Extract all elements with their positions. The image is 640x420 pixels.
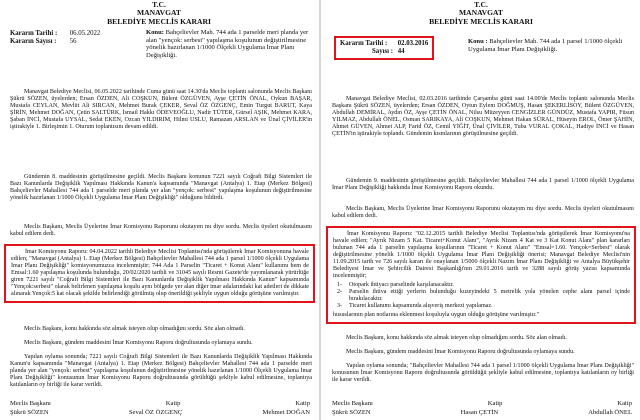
- paragraph-vote-call: Meclis Başkanı, gündem maddesini İmar Komisyonu Raporu doğrultusunda oylamaya sundu.: [24, 340, 253, 346]
- report-conditions-list: [337, 282, 630, 310]
- signature-role-chair: Meclis Başkanı: [10, 400, 51, 407]
- signature-role-clerk: Katip: [617, 400, 632, 407]
- paragraph-result: Yapılan oylama sonunda; 7221 sayılı Coğrafi Bilgi Sistemleri ile Bazı Kanunlarda Değişiklik Yapılması Hakkında Kanun'u kapsamında "Manavgat (Antalya) 1. Etap (Merkez Bölgesi) Bahçelievler Mahallesi 744 ada 1 parselde meri planda yer alan "yençok: serbest" yapılaşma koşulunun değiştirilmesine yönelik hazırlanan 1/1000 Ölçekli Uygulama İmar Planı Değişikliği" konusunun İmar Komisyonu Raporu doğrultusunda görüldüğü şekliyle kabul edilmesine, toplantıya katılanların oy birliği ile karar verildi.: [10, 354, 312, 389]
- signature-role-chair: Meclis Başkanı: [332, 400, 373, 407]
- decision-no-label: Kararın Sayısı :: [10, 38, 57, 45]
- subject-label: Konu :: [468, 38, 488, 45]
- document-header: [322, 0, 640, 26]
- paragraph-vote-call: Meclis Başkanı, gündem maddesini İmar Komisyonu Raporu doğrultusunda oylamaya sundu.: [346, 349, 575, 355]
- list-item: 2- Parselin ihtiva ettiği yerlerin bulunduğu kuzeyindeki 5 metrelik yola yönelen cephe alanı parsel içinde bırakılacaktır.: [337, 289, 630, 303]
- paragraph-agenda: Gündemin 8. maddesinin görüşülmesine geçildi. Meclis Başkanı konunun 7221 sayılı Coğrafi Bilgi Sistemleri ile Bazı Kanunlarda Değişiklik Yapılması Hakkında Kanun'a kapsamında "Manavgat (Antalya) 1. Etap (Merkez Bölgesi) Bahçelievler Mahallesi 744 ada 1 parselde meri planda yer alan "yençok: serbest" yapılaşma koşulunun değiştirilmesine yönelik hazırlanan 1/1000 Ölçekli Uygulama İmar Planı Değişikliği" olduğunu bildirdi.: [10, 174, 312, 202]
- signature-name-clerk: Hasan ÇETİN: [460, 409, 499, 416]
- list-item: 1- Otopark ihtiyacı parselinde karşılanacaktır.: [337, 282, 454, 289]
- header-line-tc: T.C.: [474, 0, 488, 9]
- left-decision-document: [0, 0, 318, 420]
- signature-block: [332, 399, 632, 417]
- decision-no: 44: [397, 48, 405, 55]
- signature-name-chair: Şükrü SÖZEN: [10, 409, 49, 416]
- paragraph-result: Yapılan oylama sonunda; "Bahçelievler Mahallesi 744 ada 1 parsel 1/1000 ölçekli Uygulama İmar Planı Değişikliği" konusunun İmar Komisyonu Raporu doğrultusunda görüldüğü şekliyle kabul edilmesine, toplantıya katılanların oy birliği ile karar verildi.: [332, 363, 634, 384]
- header-line-municipality: MANAVGAT: [136, 8, 181, 18]
- subject-label: Konu:: [146, 29, 164, 36]
- decision-date: 06.05.2022: [69, 30, 101, 37]
- subject-text: Bahçelievler Mah. 744 ada 1 parselde meri planda yer alan "yençok: serbest" yapılaşma koşulunun değiştirilmesine yönelik hazırlanan 1/1000 Ölçekli Uygulama İmar Planı Değişikliği.: [146, 29, 309, 59]
- signature-role-clerk: Katip: [487, 400, 503, 407]
- signature-role-clerk: Katip: [295, 400, 310, 407]
- header-line-tc: T.C.: [152, 0, 166, 9]
- highlighted-commission-report: İmar Komisyonu Raporu: "02.12.2015 tarihli Belediye Meclisi Toplantısı'nda görüşülerek İmar Komisyonu'na havale edilen; "Ayrık Nizam 5 Kat. Ticaret+Konut Alanı", "Ayrık Nizam 4 Kat ve 3 Kat Konut Alanı" plan kararları bulunan 744 ada 1 parselin yapılaşma koşullarının "Ticaret + Konut Alanı" "Emsal=1.60. Yençok=Serbest" olarak değiştirilmesine yönelik 1/1000 ölçekli Uygulama İmar Planı Değişikliği önerisi; Manavgat Belediye Meclisi'nin 11.09.2015 tarih ve 726 sayılı kararı ile onaylanan 1/5000 ölçekli Nazım İmar Planı Değişikliği ve Antalya Büyükşehir Belediyesi İmar ve Şehircilik Dairesi Başkanlığı'nın 29.01.2016 tarih ve 3288 sayılı görüş yazısı kapsamında incelenmiştir; 1- Otopark ihtiyacı parselinde karşılanacaktır. 2- Parselin ihtiva ettiği yerlerin bulunduğu kuzeyindeki 5 metrelik yola yönelen cephe alanı parsel içinde bırakılacaktır. 3- Ticaret kullanımı kapsamında alışveriş merkezi yapılamaz. hususlarının plan notlarına eklenmesi koşuluyla uygun olduğu görüşüne varılmıştır.": [326, 226, 636, 324]
- header-line-title: BELEDİYE MECLİS KARARI: [107, 16, 211, 26]
- header-line-municipality: MANAVGAT: [458, 8, 503, 18]
- paragraph-attendance: Manavgat Belediye Meclisi, 02.03.2016 tarihinde Çarşamba günü saat 14.00'de Meclis toplantı salonunda Meclis Başkanı Şükrü SÖZEN, üyelerden; Ersan ÖZDEN, Oytun Eylem DOĞMUŞ, Hasan ŞEKERLİSOY, Bülent ÖZGÜVEN, Abdullah DEMİRAL, Aydın ÖZ, Ayşe ÇETİN ÖNAL, Nilsu Müzeyyen CENGİZLER GÜNDÜZ, Mustafa YAPIR, Füsun YILMAZ, Abdullah ÖNEL, Osman SARIKAYA, Ali COŞKUN, Mehmet Hakan SÜRAL, Hüseyin EROL, Ömer ŞAHİN, Ahmet GÜVEN, Ahmet ALP, Farid ÖZ, Cemil YİĞİT, Ünal ÇİVİLER, Tuba VURAL ÇOKAL, Hadiye İNCİ ve Hasan ÇETİN'in iştirakiyle toplandı. Gündemin kısmlarının görüşülmesine geçildi.: [332, 96, 634, 138]
- decision-subject: [146, 29, 312, 59]
- page-divider: [319, 0, 321, 420]
- decision-no-label: Sayısı :: [372, 48, 393, 55]
- paragraph-reading: Meclis Başkanı, Meclis Üyelerine İmar Komisyonu Raporunu okutayım mı diye sordu. Meclis üyeleri okutulmasını kabul edilem dedi.: [332, 206, 634, 220]
- decision-date: 02.03.2016: [397, 40, 429, 47]
- signature-name-chair: Şükrü SÖZEN: [332, 409, 371, 416]
- signature-name-clerk: Abdullah ÖNEL: [588, 409, 632, 416]
- list-item: 3- Ticaret kullanımı kapsamında alışveriş merkezi yapılamaz.: [337, 303, 493, 310]
- decision-subject: [468, 38, 632, 53]
- highlighted-commission-report: İmar Komisyonu Raporu: 04.04.2022 tarihli Belediye Meclisi Toplantısı'nda görüşülerek İmar Komisyonuna havale edilen; "Manavgat (Antalya) 1. Etap (Merkez Bölgesi) Bahçelievler Mahallesi 744 ada 1 parsel 1/1000 ölçekli Uygulama İmar Planı Değişikliği" komisyonumuzca incelenmiştir; 744 Ada 1 Parselin "Ticaret + Konut Alanı" kullanımı hem de Emsal:1.60 yapılaşma koşulunda bulunduğu, 20/02/2020 tarihli ve 31045 sayılı Resmi Gazete'de yayımlanarak yürürlüğe giren 7221 sayılı "Coğrafi Bilgi Sistemleri ile Bazı Kanunlarda Değişiklik Yapılması Hakkında Kanun" kapsamında "Yençok:serbest" olarak belirlenen yapılaşma koşulu aynı bölgede yer alan diğer imar adalarındaki kat adetleri de dikkate alınarak Yençok:5 kat olacak şekilde belirlendiği görülmüş olup önerildiği şekliyle uygun olduğu görüşüne varılmıştır.: [4, 244, 315, 303]
- decision-no: 56: [69, 38, 77, 45]
- signature-name-clerk: Seval ÖZ ÖZGENÇ: [128, 409, 183, 416]
- decision-meta: [10, 30, 100, 46]
- signature-name-clerk: Mehmet DOĞAN: [262, 409, 310, 416]
- subject-text: Bahçelievler Mah. 744 ada 1 parsel 1/1000 ölçekli Uygulama İmar Planı Değişikliği.: [468, 38, 623, 53]
- paragraph-attendance: Manavgat Belediye Meclisi, 06.05.2022 tarihinde Cuma günü saat 14.30'da Meclis toplantı salonunda Meclis Başkanı Şükrü SÖZEN, üyelerden; Ersan ÖZDEN, Ali COŞKUN, Bülent ÖZGÜVEN, Ayşe ÇETİN ÖNAL, Oykun BAŞAR, Mustafa CEYLAN, Mevlüt Ali SIRCAN, Mehmet Burak ÇEKER, Seval ÖZ ÖZGENÇ, Emin Turgut BARUT, Kaya ŞİRİN, Mehmet DOĞAN, Çetin SALTÜRK, İsmail Hakkı ÖDEVEOĞLU, Nadir TÜTER, Gürsel AŞIK, Mehmet KARA, Şaban İNCİ, Mustafa UYSAL, Sedat EKEN, Ozcan YILDIRIM, Hilmi USLU, Ramazan ARSLAN ve Ünal ÇİVİLER'in iştirakiyle 1. Birleşimin 1. Oturum toplantısını devam edildi.: [10, 89, 312, 131]
- header-line-title: BELEDİYE MECLİS KARARI: [429, 16, 533, 26]
- paragraph-agenda: Gündemin 9. maddesinin görüşülmesine geçildi. Bahçelievler Mahallesi 744 ada 1 parsel 1/1000 ölçekli Uygulama İmar Planı Değişikliği hakkında İmar Komisyonu Raporu okundu.: [332, 178, 634, 192]
- right-decision-document: [322, 0, 640, 420]
- paragraph-discussion: Meclis Başkanı, konu hakkında söz almak isteyen olup olmadığını sordu. Söz alan olmadı.: [24, 326, 245, 332]
- paragraph-reading: Meclis Başkanı, Meclis Üyelerine İmar Komisyonu Raporunu okutayım mı diye sordu. Meclis üyeleri okutulmasını kabul edilem dedi.: [10, 224, 312, 238]
- document-header: [0, 0, 318, 26]
- decision-date-label: Kararın Tarihi :: [340, 40, 388, 47]
- signature-role-clerk: Katip: [165, 400, 181, 407]
- highlighted-decision-meta: [334, 36, 434, 60]
- paragraph-discussion: Meclis Başkanı, konu hakkında söz almak isteyen olup olmadığını sordu. Söz alan olmadı.: [346, 335, 567, 341]
- decision-date-label: Kararın Tarihi :: [10, 30, 58, 37]
- signature-block: [10, 399, 310, 417]
